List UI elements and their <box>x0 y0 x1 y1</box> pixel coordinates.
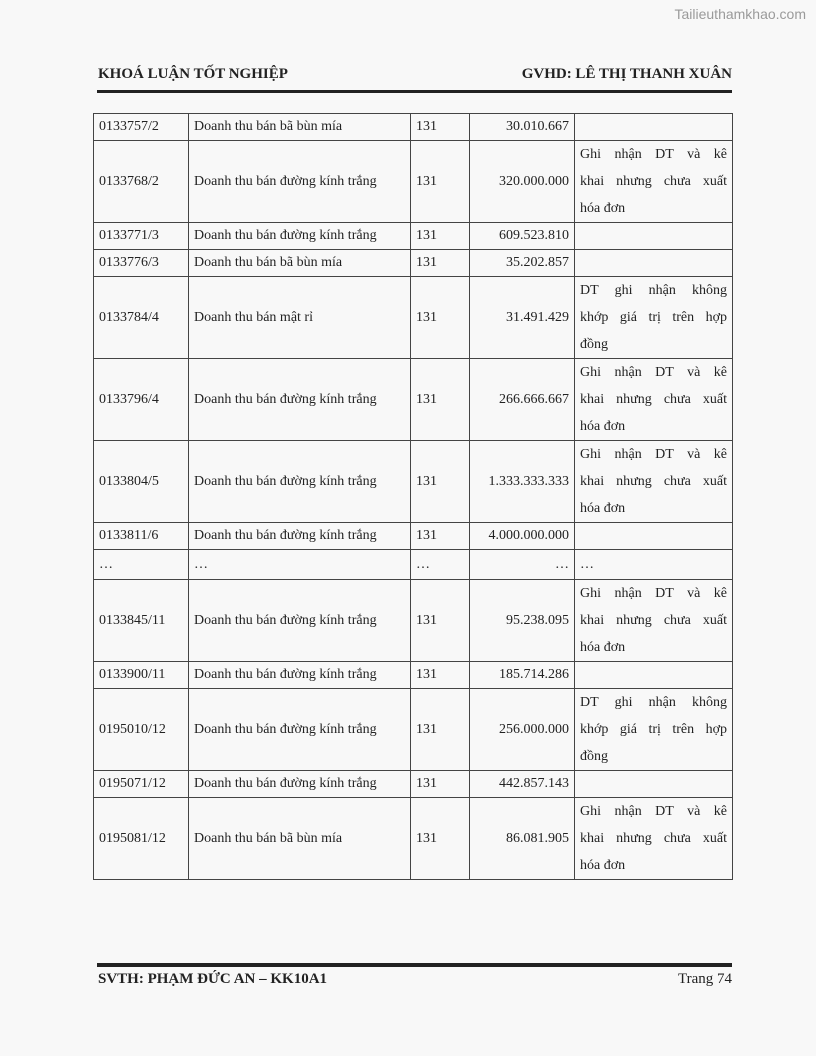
account-cell <box>410 689 469 770</box>
account: 131 <box>416 721 437 737</box>
description: Doanh thu bán bã bùn mía <box>194 119 343 134</box>
note-cell <box>574 523 733 549</box>
description-cell <box>188 662 410 688</box>
note-cell <box>574 114 733 140</box>
note-line: Ghi nhận DT và kê <box>580 586 727 601</box>
description-cell <box>188 141 410 222</box>
account: 131 <box>416 776 437 791</box>
amount-cell <box>469 662 574 688</box>
invoice-code-cell <box>93 798 188 879</box>
note-line: khớp giá trị trên hợp <box>580 310 727 325</box>
note-line: hóa đơn <box>580 640 626 655</box>
amount-cell <box>469 277 574 358</box>
amount: … <box>555 556 569 572</box>
invoice-code-cell <box>93 141 188 222</box>
account-cell <box>410 523 469 549</box>
amount-cell <box>469 250 574 276</box>
amount: 266.666.667 <box>499 391 569 407</box>
description: Doanh thu bán đường kính trắng <box>194 391 377 407</box>
account: 131 <box>416 309 437 325</box>
table-row <box>93 580 733 662</box>
description: Doanh thu bán đường kính trắng <box>194 721 377 737</box>
invoice-code: 0133776/3 <box>99 255 159 270</box>
note-line: Ghi nhận DT và kê <box>580 147 727 162</box>
account: 131 <box>416 667 437 682</box>
amount: 185.714.286 <box>499 667 569 682</box>
account: 131 <box>416 119 437 134</box>
amount: 4.000.000.000 <box>488 528 569 543</box>
note-cell <box>574 580 733 661</box>
account: 131 <box>416 528 437 543</box>
account-cell <box>410 141 469 222</box>
invoice-code: 0133900/11 <box>99 667 166 682</box>
invoice-code-cell <box>93 277 188 358</box>
account-cell <box>410 114 469 140</box>
note-line: Ghi nhận DT và kê <box>580 365 727 380</box>
amount-cell <box>469 141 574 222</box>
description: Doanh thu bán đường kính trắng <box>194 776 377 791</box>
note-line: DT ghi nhận không <box>580 695 727 710</box>
amount-cell <box>469 523 574 549</box>
invoice-code-cell <box>93 580 188 661</box>
description: Doanh thu bán bã bùn mía <box>194 830 343 846</box>
invoice-code: 0195081/12 <box>99 830 166 846</box>
invoice-code-cell <box>93 441 188 522</box>
page-number: Trang 74 <box>677 971 732 987</box>
description: Doanh thu bán bã bùn mía <box>194 255 343 270</box>
invoice-code-cell <box>93 771 188 797</box>
account: 131 <box>416 612 437 628</box>
table-row <box>93 523 733 550</box>
description-cell <box>188 550 410 579</box>
note-line: Ghi nhận DT và kê <box>580 447 727 462</box>
table-row <box>93 250 733 277</box>
description: Doanh thu bán đường kính trắng <box>194 667 377 682</box>
note-cell <box>574 798 733 879</box>
note-line: khai nhưng chưa xuất <box>580 831 727 846</box>
invoice-code-cell <box>93 223 188 249</box>
description-cell <box>188 441 410 522</box>
amount: 95.238.095 <box>506 612 569 628</box>
advisor-name: GVHD: LÊ THỊ THANH XUÂN <box>521 66 732 82</box>
amount-cell <box>469 114 574 140</box>
description: … <box>194 556 208 572</box>
account: 131 <box>416 391 437 407</box>
note-line: khai nhưng chưa xuất <box>580 392 727 407</box>
table-row <box>93 662 733 689</box>
note-cell <box>574 771 733 797</box>
amount: 86.081.905 <box>506 830 569 846</box>
amount-cell <box>469 441 574 522</box>
table-row <box>93 114 733 141</box>
page-header <box>98 66 732 83</box>
amount-cell <box>469 798 574 879</box>
amount: 35.202.857 <box>506 255 569 270</box>
note-line: … <box>580 557 594 572</box>
invoice-code: 0133796/4 <box>99 391 159 407</box>
invoice-code: … <box>99 556 113 572</box>
invoice-code-cell <box>93 689 188 770</box>
amount: 442.857.143 <box>499 776 569 791</box>
note-cell <box>574 141 733 222</box>
description: Doanh thu bán đường kính trắng <box>194 612 377 628</box>
amount: 320.000.000 <box>499 173 569 189</box>
note-line: hóa đơn <box>580 201 626 216</box>
amount-cell <box>469 580 574 661</box>
amount-cell <box>469 359 574 440</box>
amount: 31.491.429 <box>506 309 569 325</box>
description-cell <box>188 114 410 140</box>
invoice-code-cell <box>93 359 188 440</box>
note-line: đồng <box>580 749 608 764</box>
invoice-code: 0133757/2 <box>99 119 159 134</box>
account: 131 <box>416 830 437 846</box>
note-cell <box>574 441 733 522</box>
account-cell <box>410 250 469 276</box>
header-rule <box>97 90 732 93</box>
description: Doanh thu bán đường kính trắng <box>194 528 377 543</box>
account-cell <box>410 359 469 440</box>
description: Doanh thu bán đường kính trắng <box>194 473 377 489</box>
page-footer <box>98 971 732 988</box>
amount: 30.010.667 <box>506 119 569 134</box>
table-row <box>93 441 733 523</box>
account-cell <box>410 277 469 358</box>
amount: 1.333.333.333 <box>488 473 569 489</box>
note-cell <box>574 277 733 358</box>
invoice-code-cell <box>93 550 188 579</box>
amount-cell <box>469 689 574 770</box>
account: 131 <box>416 173 437 189</box>
note-line: khai nhưng chưa xuất <box>580 613 727 628</box>
description-cell <box>188 277 410 358</box>
description-cell <box>188 771 410 797</box>
table-row <box>93 141 733 223</box>
invoice-code: 0133811/6 <box>99 528 159 543</box>
invoice-code-cell <box>93 114 188 140</box>
note-cell <box>574 359 733 440</box>
table-row <box>93 798 733 880</box>
description-cell <box>188 223 410 249</box>
invoice-code: 0133768/2 <box>99 173 159 189</box>
footer-rule <box>97 963 732 967</box>
account: 131 <box>416 255 437 270</box>
invoice-code: 0133804/5 <box>99 473 159 489</box>
invoice-code: 0195010/12 <box>99 721 166 737</box>
table-row <box>93 689 733 771</box>
note-line: khớp giá trị trên hợp <box>580 722 727 737</box>
amount: 609.523.810 <box>499 228 569 243</box>
note-line: khai nhưng chưa xuất <box>580 474 727 489</box>
account-cell <box>410 441 469 522</box>
account-cell <box>410 662 469 688</box>
invoice-code-cell <box>93 662 188 688</box>
note-line: khai nhưng chưa xuất <box>580 174 727 189</box>
amount: 256.000.000 <box>499 721 569 737</box>
note-line: hóa đơn <box>580 858 626 873</box>
invoice-code-cell <box>93 523 188 549</box>
amount-cell <box>469 550 574 579</box>
account-cell <box>410 223 469 249</box>
note-line: đồng <box>580 337 608 352</box>
table-row <box>93 277 733 359</box>
revenue-table <box>93 113 733 880</box>
table-row <box>93 359 733 441</box>
description-cell <box>188 250 410 276</box>
note-cell <box>574 250 733 276</box>
description: Doanh thu bán đường kính trắng <box>194 173 377 189</box>
note-cell <box>574 550 733 579</box>
thesis-title: KHOÁ LUẬN TỐT NGHIỆP <box>98 66 288 82</box>
note-line: hóa đơn <box>580 419 626 434</box>
account: … <box>416 556 430 572</box>
note-cell <box>574 662 733 688</box>
account-cell <box>410 771 469 797</box>
account: 131 <box>416 228 437 243</box>
table-row <box>93 550 733 580</box>
amount-cell <box>469 771 574 797</box>
description-cell <box>188 359 410 440</box>
account: 131 <box>416 473 437 489</box>
note-line: DT ghi nhận không <box>580 283 727 298</box>
invoice-code: 0195071/12 <box>99 776 166 791</box>
note-cell <box>574 223 733 249</box>
description: Doanh thu bán mật rỉ <box>194 309 313 325</box>
invoice-code: 0133771/3 <box>99 228 159 243</box>
description-cell <box>188 580 410 661</box>
invoice-code-cell <box>93 250 188 276</box>
watermark: Tailieuthamkhao.com <box>674 6 806 22</box>
student-name: SVTH: PHẠM ĐỨC AN – KK10A1 <box>98 971 328 987</box>
table-row <box>93 223 733 250</box>
note-line: Ghi nhận DT và kê <box>580 804 727 819</box>
invoice-code: 0133845/11 <box>99 612 166 628</box>
amount-cell <box>469 223 574 249</box>
description-cell <box>188 523 410 549</box>
note-cell <box>574 689 733 770</box>
description: Doanh thu bán đường kính trắng <box>194 228 377 243</box>
description-cell <box>188 798 410 879</box>
account-cell <box>410 550 469 579</box>
table-row <box>93 771 733 798</box>
invoice-code: 0133784/4 <box>99 309 159 325</box>
description-cell <box>188 689 410 770</box>
account-cell <box>410 580 469 661</box>
note-line: hóa đơn <box>580 501 626 516</box>
account-cell <box>410 798 469 879</box>
